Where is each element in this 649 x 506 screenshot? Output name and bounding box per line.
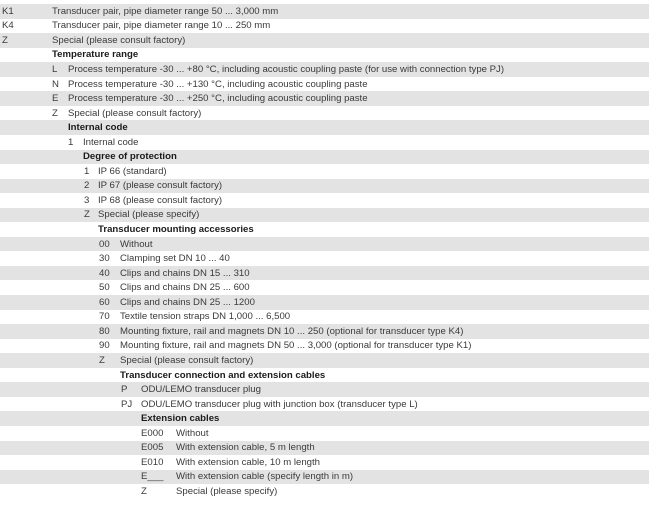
- option-row: [0, 280, 649, 295]
- option-code: 90: [99, 340, 110, 352]
- option-description: Clips and chains DN 15 ... 310: [120, 267, 250, 279]
- option-description: Process temperature -30 ... +250 °C, including acoustic coupling paste: [68, 93, 368, 105]
- option-code: K1: [2, 5, 14, 17]
- option-row: [0, 237, 649, 252]
- option-description: Special (please consult factory): [68, 107, 202, 119]
- option-row: [0, 62, 649, 77]
- option-row: [0, 310, 649, 325]
- option-row: [0, 4, 649, 19]
- option-row: [0, 77, 649, 92]
- option-description: Without: [176, 427, 209, 439]
- option-row: [0, 19, 649, 34]
- option-code: PJ: [121, 398, 133, 410]
- section-heading: Transducer connection and extension cables: [120, 369, 326, 381]
- option-row: [0, 295, 649, 310]
- option-row: [0, 455, 649, 470]
- option-description: Clips and chains DN 25 ... 1200: [120, 296, 255, 308]
- option-description: Without: [120, 238, 153, 250]
- option-row: [0, 266, 649, 281]
- option-description: Clips and chains DN 25 ... 600: [120, 282, 250, 294]
- option-code: Z: [141, 485, 147, 497]
- option-description: Process temperature -30 ... +80 °C, including acoustic coupling paste (for use with connection type PJ): [68, 63, 505, 75]
- option-description: Mounting fixture, rail and magnets DN 10 ... 250 (optional for transducer type K4): [120, 325, 464, 337]
- option-code: L: [52, 63, 58, 75]
- option-description: With extension cable (specify length in m): [176, 471, 354, 483]
- section-heading: Transducer mounting accessories: [98, 224, 254, 235]
- option-row: [0, 324, 649, 339]
- option-description: Textile tension straps DN 1,000 ... 6,500: [120, 311, 291, 323]
- option-row: [0, 193, 649, 208]
- option-description: ODU/LEMO transducer plug: [141, 384, 261, 396]
- option-description: Mounting fixture, rail and magnets DN 50 ... 3,000 (optional for transducer type K1): [120, 340, 472, 352]
- option-row: [0, 382, 649, 397]
- option-row: [0, 208, 649, 223]
- section-heading-row: [0, 222, 649, 237]
- section-heading-row: [0, 411, 649, 426]
- option-code: 2: [84, 180, 90, 192]
- option-code: E005: [141, 442, 164, 454]
- option-code: 80: [99, 325, 110, 337]
- option-code: 3: [84, 194, 90, 206]
- section-heading-row: [0, 120, 649, 135]
- option-row: [0, 339, 649, 354]
- option-description: Transducer pair, pipe diameter range 10 ... 250 mm: [52, 20, 271, 32]
- option-code: 60: [99, 296, 110, 308]
- section-heading: Temperature range: [52, 49, 139, 61]
- option-code: E000: [141, 427, 164, 439]
- option-code: 30: [99, 253, 110, 265]
- option-description: With extension cable, 5 m length: [176, 442, 315, 454]
- option-row: [0, 484, 649, 499]
- option-description: Process temperature -30 ... +130 °C, including acoustic coupling paste: [68, 78, 368, 90]
- option-description: IP 66 (standard): [98, 165, 167, 177]
- option-code: N: [52, 78, 59, 90]
- option-description: With extension cable, 10 m length: [176, 456, 320, 468]
- option-description: ODU/LEMO transducer plug with junction box (transducer type L): [141, 398, 418, 410]
- section-heading-row: [0, 48, 649, 63]
- option-row: [0, 470, 649, 485]
- option-description: Internal code: [83, 136, 139, 148]
- option-description: Special (please specify): [176, 485, 278, 497]
- option-code: E010: [141, 456, 164, 468]
- option-code: K4: [2, 20, 14, 32]
- section-heading-row: [0, 368, 649, 383]
- section-heading: Extension cables: [141, 413, 220, 425]
- section-heading-row: [0, 150, 649, 165]
- option-row: [0, 441, 649, 456]
- option-code: 50: [99, 282, 110, 294]
- option-code: 40: [99, 267, 110, 279]
- option-code: E___: [141, 471, 164, 483]
- option-description: IP 67 (please consult factory): [98, 180, 223, 192]
- option-description: Special (please specify): [98, 209, 200, 221]
- option-row: [0, 397, 649, 412]
- option-code: 1: [68, 136, 74, 148]
- option-code: P: [121, 384, 128, 396]
- section-heading: Internal code: [68, 122, 128, 134]
- option-code: 1: [84, 165, 90, 177]
- option-row: [0, 106, 649, 121]
- option-code: Z: [52, 107, 58, 119]
- option-description: IP 68 (please consult factory): [98, 194, 223, 206]
- option-code: Z: [99, 354, 105, 366]
- option-row: [0, 251, 649, 266]
- option-row: [0, 426, 649, 441]
- option-description: Special (please consult factory): [120, 354, 254, 366]
- section-heading: Degree of protection: [83, 151, 177, 163]
- option-code: Z: [2, 34, 8, 46]
- option-row: [0, 33, 649, 48]
- option-row: [0, 164, 649, 179]
- option-description: Transducer pair, pipe diameter range 50 ... 3,000 mm: [52, 5, 279, 17]
- option-code: 00: [99, 238, 110, 250]
- option-code: E: [52, 93, 59, 105]
- option-description: Special (please consult factory): [52, 34, 186, 46]
- option-description: Clamping set DN 10 ... 40: [120, 253, 230, 265]
- option-code: Z: [84, 209, 90, 221]
- option-row: [0, 353, 649, 368]
- option-row: [0, 135, 649, 150]
- option-code: 70: [99, 311, 110, 323]
- option-row: [0, 91, 649, 106]
- option-row: [0, 179, 649, 194]
